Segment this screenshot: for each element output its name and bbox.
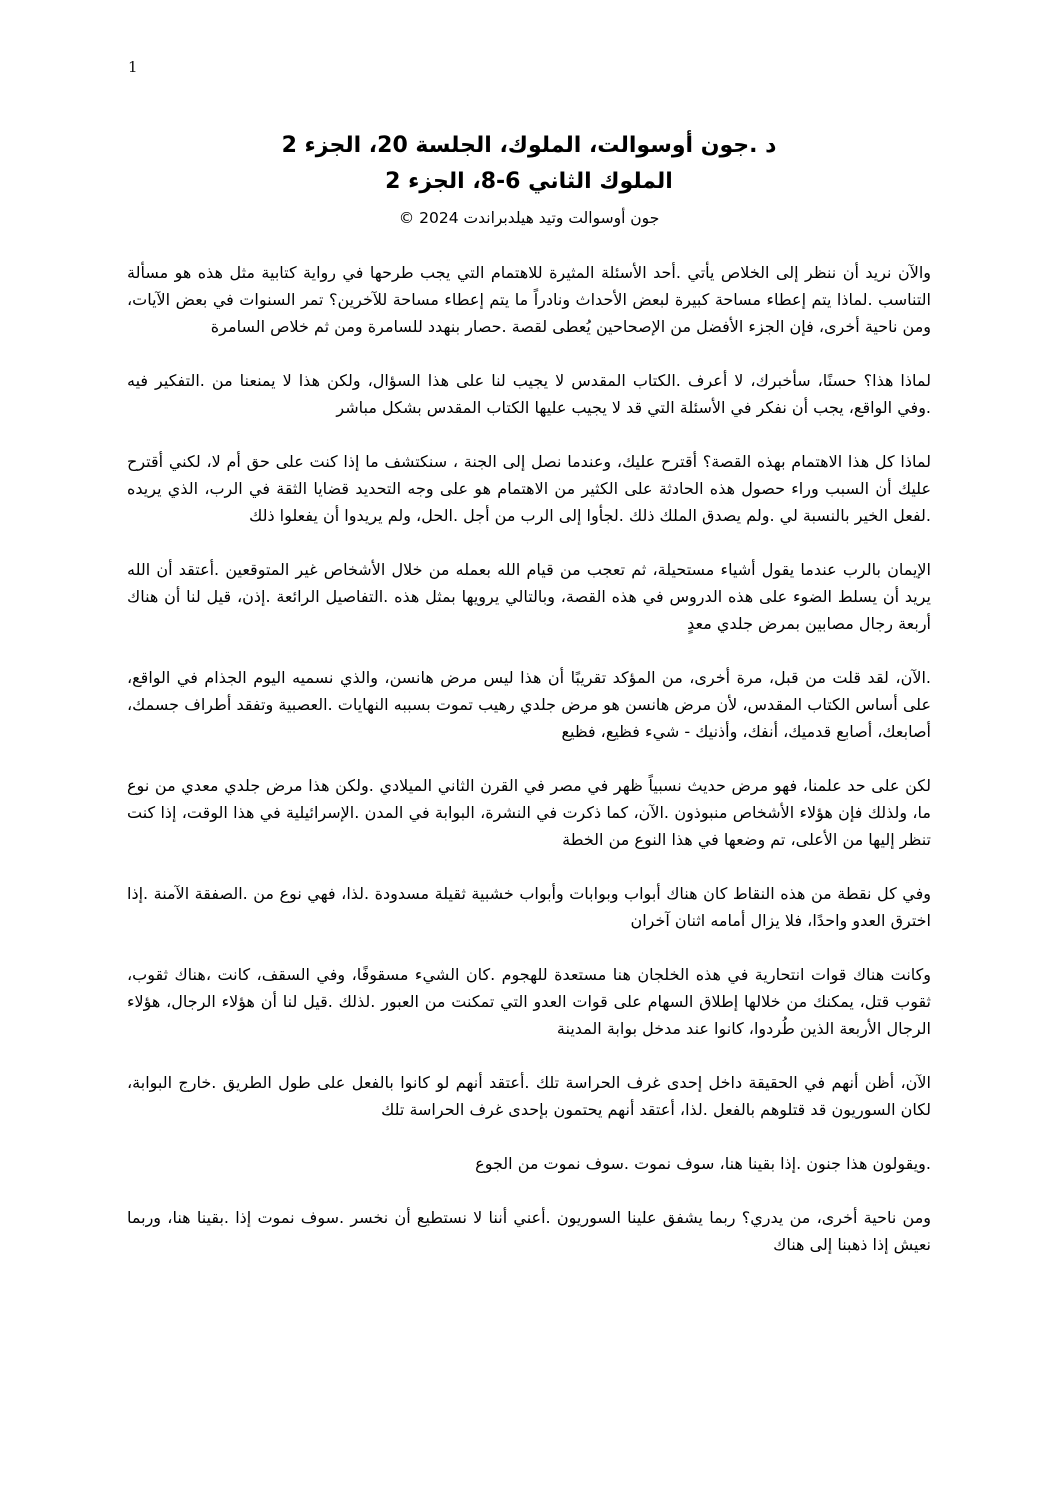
paragraph: ومن ناحية أخرى، من يدري؟ ربما يشفق علينا السوريون .أعني أننا لا نستطيع أن نخسر .سوف نموت إذا .بقينا هنا، وربما نعيش إذا ذهبنا إلى هناك [127, 1208, 931, 1254]
document-body [127, 259, 931, 1258]
paragraph: لكن على حد علمنا، فهو مرض حديث نسبياً ظهر في مصر في القرن الثاني الميلادي .ولكن هذا مرض جلدي معدي من نوع ما، ولذلك فإن هؤلاء الأشخاص منبوذون .الآن، كما ذكرت في النشرة، البوابة في المدن .الإسرائيلية في هذا الوقت، إذا كنت تنظر إليها من الأعلى، تم وضعها في هذا النوع من الخطة [127, 776, 931, 849]
paragraph: وفي كل نقطة من هذه النقاط كان هناك أبواب وبوابات وأبواب خشبية ثقيلة مسدودة .لذا، فهي نوع من .الصفقة الآمنة .إذا اخترق العدو واحدًا، فلا يزال أمامه اثنان آخران [127, 884, 931, 930]
document-title-line1: د .جون أوسوالت، الملوك، الجلسة 20، الجزء 2 [281, 133, 777, 158]
paragraph: والآن نريد أن ننظر إلى الخلاص يأتي .أحد الأسئلة المثيرة للاهتمام التي يجب طرحها في رواية كتابية مثل هذه هو مسألة التناسب .لماذا يتم إعطاء مساحة كبيرة لبعض الأحداث ونادراً ما يتم إعطاء مساحة للآخرين؟ تمر السنوات في بعض الآيات، ومن ناحية أخرى، فإن الجزء الأفضل من الإصحاحين يُعطى لقصة .حصار بنهدد للسامرة ومن ثم خلاص السامرة [127, 263, 931, 336]
document-title-line2: الملوك الثاني 6-8، الجزء 2 [385, 169, 673, 194]
document-header [127, 128, 931, 227]
paragraph: لماذا هذا؟ حسنًا، سأخبرك، لا أعرف .الكتاب المقدس لا يجيب لنا على هذا السؤال، ولكن هذا لا يمنعنا من .التفكير فيه .وفي الواقع، يجب أن نفكر في الأسئلة التي قد لا يجيب عليها الكتاب المقدس بشكل مباشر [127, 371, 931, 417]
paragraph: .الآن، لقد قلت من قبل، مرة أخرى، من المؤكد تقريبًا أن هذا ليس مرض هانسن، والذي نسميه اليوم الجذام في الواقع، على أساس الكتاب المقدس، لأن مرض هانسن هو مرض جلدي رهيب تموت بسببه النهايات .العصبية وتفقد أطراف جسمك، أصابعك، أصابع قدميك، أنفك، وأذنيك - شيء فظيع، فظيع [127, 668, 931, 741]
paragraph: الآن، أظن أنهم في الحقيقة داخل إحدى غرف الحراسة تلك .أعتقد أنهم لو كانوا بالفعل على طول الطريق .خارج البوابة، لكان السوريون قد قتلوهم بالفعل .لذا، أعتقد أنهم يحتمون بإحدى غرف الحراسة تلك [127, 1073, 931, 1119]
paragraph: الإيمان بالرب عندما يقول أشياء مستحيلة، ثم تعجب من قيام الله بعمله من خلال الأشخاص غير المتوقعين .أعتقد أن الله يريد أن يسلط الضوء على هذه الدروس في هذه القصة، وبالتالي يرويها بمثل هذه .التفاصيل الرائعة .إذن، قيل لنا أن هناك أربعة رجال مصابين بمرض جلدي معدٍ [127, 560, 931, 633]
paragraph: وكانت هناك قوات انتحارية في هذه الخلجان هنا مستعدة للهجوم .كان الشيء مسقوفًا، وفي السقف، كانت ،هناك ثقوب، ثقوب قتل، يمكنك من خلالها إطلاق السهام على قوات العدو التي تمكنت من العبور .لذلك .قيل لنا أن هؤلاء الرجال، هؤلاء الرجال الأربعة الذين طُردوا، كانوا عند مدخل بوابة المدينة [127, 965, 931, 1038]
page-number: 1 [128, 58, 138, 76]
paragraph: لماذا كل هذا الاهتمام بهذه القصة؟ أقترح عليك، وعندما نصل إلى الجنة ، سنكتشف ما إذا كنت على حق أم لا، لكني أقترح عليك أن السبب وراء حصول هذه الحادثة على الكثير من الاهتمام هو على وجه التحديد قضايا الثقة في الرب، الذي يريده .لفعل الخير بالنسبة لي .ولم يصدق الملك ذلك .لجأوا إلى الرب من أجل .الحل، ولم يريدوا أن يفعلوا ذلك [127, 452, 931, 525]
paragraph: .ويقولون هذا جنون .إذا بقينا هنا، سوف نموت .سوف نموت من الجوع [475, 1154, 931, 1173]
copyright-line: جون أوسوالت وتيد هيلدبراندت 2024 © [398, 209, 660, 227]
page-content [127, 128, 931, 1258]
